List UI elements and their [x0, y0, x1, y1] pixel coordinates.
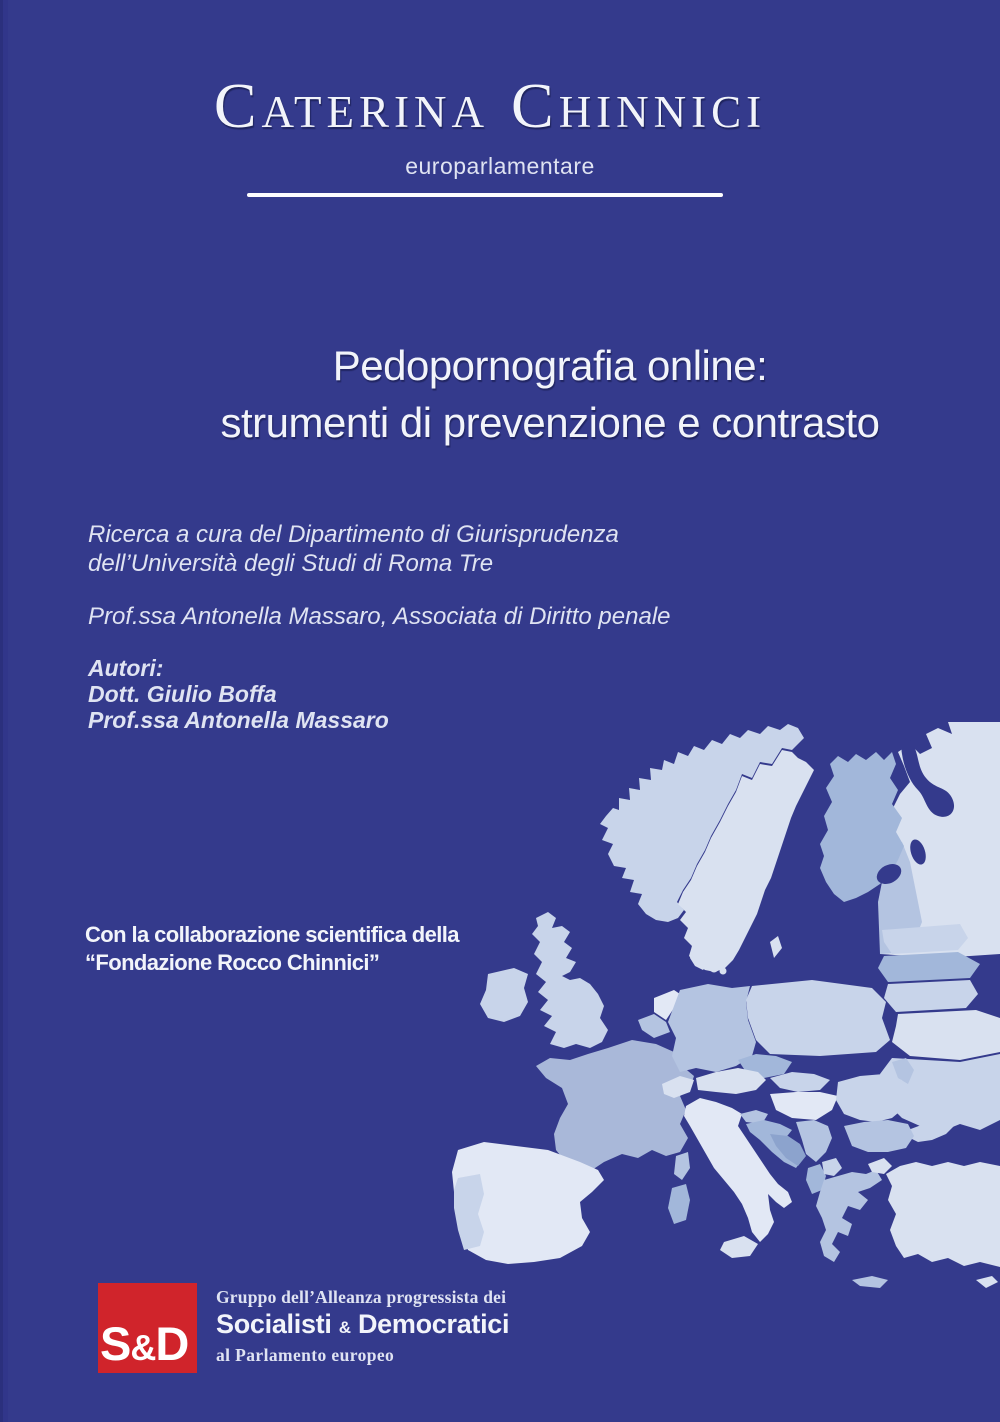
island-corsica	[674, 1152, 690, 1180]
name-rest: ATERINA	[261, 87, 489, 137]
country-italy	[684, 1098, 792, 1242]
author-item: Prof.ssa Antonella Massaro	[88, 707, 389, 733]
collaboration-note	[85, 921, 459, 977]
book-title-line1: Pedopornografia online:	[332, 342, 768, 389]
research-credit-line2: dell’Università degli Studi di Roma Tre	[88, 550, 494, 577]
region-scandinavia	[600, 724, 904, 975]
author-role: europarlamentare	[405, 153, 595, 179]
country-poland	[746, 980, 890, 1056]
group-ampersand: &	[338, 1318, 351, 1337]
group-line3: al Parlamento europeo	[216, 1345, 395, 1365]
island-sardinia	[668, 1184, 690, 1224]
author-item: Dott. Giulio Boffa	[88, 681, 277, 707]
authors-label: Autori:	[88, 655, 164, 681]
header-rule	[247, 193, 723, 197]
sd-logo	[98, 1283, 197, 1373]
name-rest: HINNICI	[558, 87, 767, 137]
group-socialisti: Socialisti	[216, 1309, 332, 1339]
europe-map	[440, 722, 1000, 1300]
name-initial: C	[213, 70, 262, 141]
country-turkey	[886, 1162, 1000, 1267]
country-greece	[816, 1170, 882, 1262]
spine-edge	[0, 0, 8, 1422]
sd-logo-ampersand: &	[130, 1327, 156, 1368]
country-macedonia	[822, 1158, 842, 1176]
book-title	[95, 337, 1000, 451]
name-initial: C	[511, 70, 559, 141]
island-cyprus	[976, 1276, 998, 1288]
country-latvia	[878, 952, 980, 982]
country-belarus	[892, 1010, 1000, 1060]
group-democratici: Democratici	[357, 1309, 510, 1339]
author-name	[0, 70, 990, 141]
region-british-isles	[480, 912, 608, 1048]
country-lithuania	[884, 980, 978, 1012]
sd-logo-d: D	[155, 1317, 189, 1370]
country-bulgaria	[844, 1120, 914, 1152]
collaboration-line2: “Fondazione Rocco Chinnici”	[85, 950, 380, 975]
region-thrace	[868, 1158, 892, 1174]
island-sicily	[720, 1236, 758, 1258]
country-hungary	[770, 1092, 838, 1120]
group-wordmark	[216, 1287, 509, 1365]
danish-island	[710, 964, 719, 973]
sd-logo-s: S	[100, 1317, 131, 1370]
group-line1: Gruppo dell’Alleanza progressista dei	[216, 1287, 507, 1307]
book-title-line2: strumenti di prevenzione e contrasto	[220, 399, 880, 446]
country-austria	[696, 1068, 766, 1094]
island-crete	[852, 1276, 888, 1288]
country-france	[536, 1040, 694, 1170]
collaboration-line1: Con la collaborazione scientifica della	[85, 922, 459, 947]
danish-island	[720, 968, 727, 975]
country-united-kingdom	[532, 912, 608, 1048]
country-ireland	[480, 968, 528, 1022]
author-name-word	[213, 70, 489, 141]
group-line2	[216, 1309, 509, 1343]
professor-credit: Prof.ssa Antonella Massaro, Associata di Diritto penale	[88, 603, 671, 630]
research-credit-line1: Ricerca a cura del Dipartimento di Giurisprudenza	[88, 521, 619, 548]
island-gotland	[770, 936, 782, 958]
authors-block	[88, 655, 389, 733]
research-credit	[88, 520, 619, 578]
author-name-word	[511, 70, 767, 141]
